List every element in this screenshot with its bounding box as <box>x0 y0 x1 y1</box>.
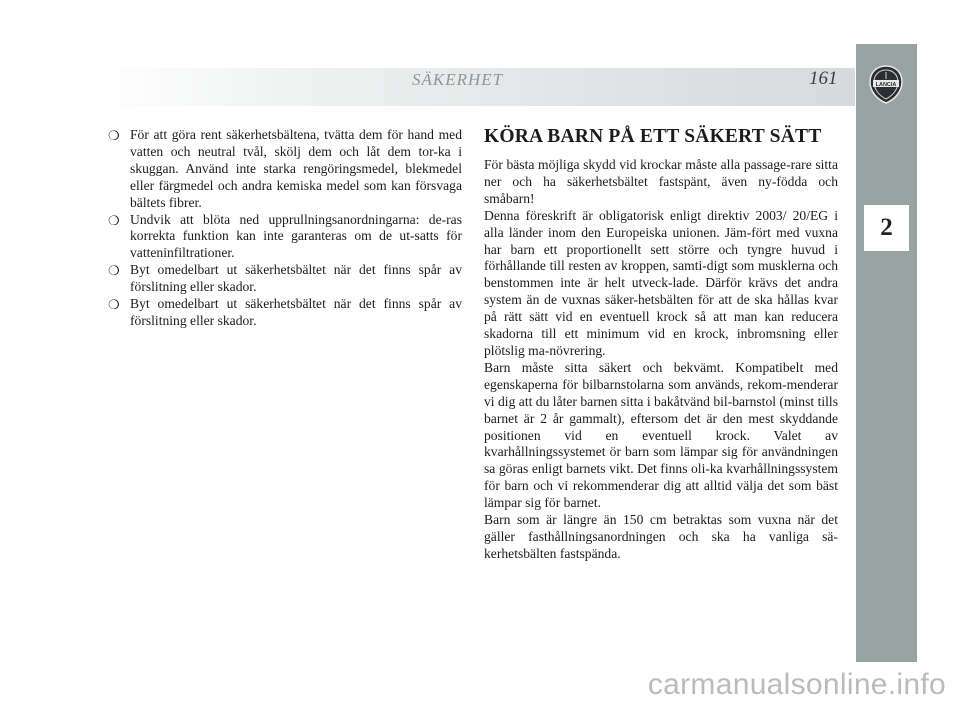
lancia-logo-icon <box>867 64 905 104</box>
list-item <box>108 212 462 263</box>
section-heading: KÖRA BARN PÅ ETT SÄKERT SÄTT <box>484 126 822 147</box>
body-paragraph: Denna föreskrift är obligatorisk enligt direktiv 2003/ 20/EG i alla länder inom den Europeiska unionen. Jäm-fört med vuxna har barn ett proportionellt sett större och tyngre huvud i förhållande till resten av kroppen, samti-digt som musklerna och benstommen inte är helt utveck-lade. Därför krävs det andra system än de vuxnas säker-hetsbälten för att de ska hållas kvar på rätt sätt vid en eventuell krock så att man kan reducera skadorna till ett minimum vid en krock, inbromsning eller plötslig ma-növrering. <box>484 207 838 358</box>
list-item-text: Byt omedelbart ut säkerhetsbältet när det finns spår av förslitning eller skador. <box>130 262 462 295</box>
bullet-circle-icon: ❍ <box>108 128 120 143</box>
body-paragraph: För bästa möjliga skydd vid krockar måste alla passage-rare sitta ner och ha säkerhetsbältet fastspänt, även ny-födda och småbarn! <box>484 157 838 206</box>
list-item <box>108 262 462 296</box>
list-item-text: Undvik att blöta ned upprullningsanordningarna: de-ras korrekta funktion kan inte garanteras om de ut-satts för vatteninfiltrationer. <box>130 211 462 261</box>
list-item-text: För att göra rent säkerhetsbältena, tvätta dem för hand med vatten och neutral tvål, skölj dem och låt dem tor-ka i skuggan. Använd inte starka rengöringsmedel, blekmedel eller färgmedel och andra kemiska medel som kan försvaga bältets fibrer. <box>130 127 462 210</box>
chapter-number: 2 <box>864 205 909 251</box>
bullet-circle-icon: ❍ <box>108 297 120 313</box>
left-column <box>108 127 462 330</box>
body-paragraph: Barn måste sitta säkert och bekvämt. Kompatibelt med egenskaperna för bilbarnstolarna som används, rekom-menderar vi dig att du låter barnen sitta i bakåtvänd bil-barnstol (minst tills barnet är 2 år gammalt), eftersom det är den mest skyddande positionen vid en eventuell krock. Valet av kvarhållningssystemet ör barn som lämpar sig för användningen sa göras enligt barnets vikt. Det finns oli-ka kvarhållningssystem för barn och vi rekommenderar dig att alltid välja det som bäst lämpar sig för barnet. <box>484 359 838 511</box>
chapter-side-tab <box>856 44 917 662</box>
watermark: carmanualsonline.info <box>647 668 946 701</box>
bullet-circle-icon: ❍ <box>108 212 120 228</box>
list-item-text: Byt omedelbart ut säkerhetsbältet när det finns spår av förslitning eller skador. <box>130 296 462 328</box>
list-item <box>108 296 462 330</box>
list-item <box>108 127 462 212</box>
section-title: SÄKERHET <box>412 70 504 89</box>
svg-text:LANCIA: LANCIA <box>875 82 897 88</box>
right-column <box>484 126 838 563</box>
page-number: 161 <box>809 68 838 89</box>
body-paragraph: Barn som är längre än 150 cm betraktas som vuxna när det gäller fasthållningsanordningen och ska ha vanliga sä-kerhetsbälten fastspända. <box>484 512 838 561</box>
bullet-circle-icon: ❍ <box>108 263 120 279</box>
